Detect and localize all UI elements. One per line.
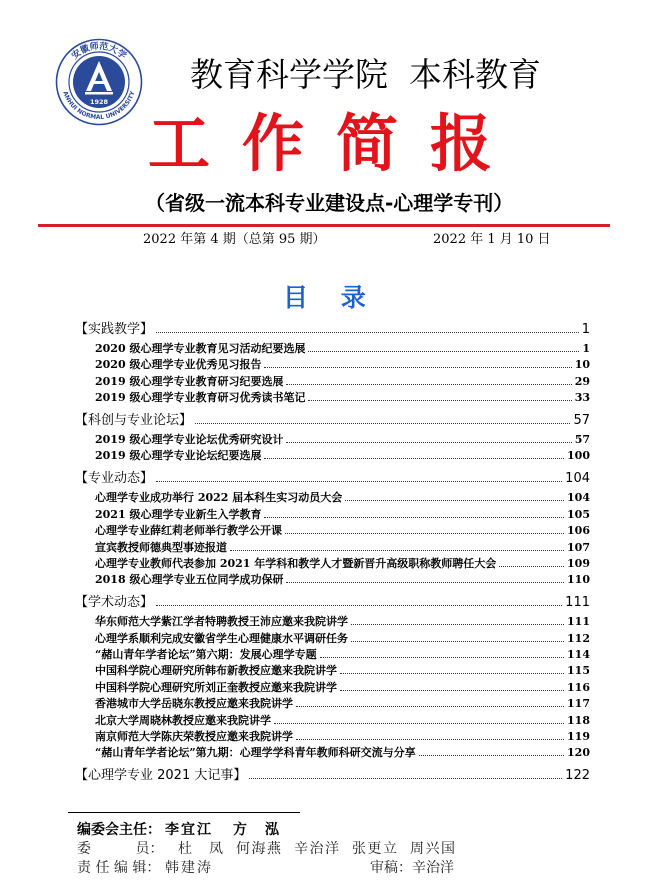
toc-item-entry[interactable]: [75, 490, 590, 506]
member-name: 周兴国: [410, 841, 455, 857]
dot-leader: [340, 673, 564, 674]
member-name: 辛治洋: [294, 841, 339, 857]
toc-item-entry[interactable]: [75, 390, 590, 406]
toc-item-entry[interactable]: [75, 341, 590, 357]
member-name: 张更立: [352, 841, 397, 857]
toc-section-title: 【心理学专业 2021 大记事】: [75, 768, 247, 784]
page-number: 112: [567, 631, 590, 645]
page-number: 122: [565, 768, 590, 784]
page-number: 1: [581, 322, 590, 337]
dot-leader: [345, 500, 564, 501]
toc-item-title: “赭山青年学者论坛”第九期：心理学学科青年教师科研交流与分享: [95, 746, 416, 760]
issue-number: 2022 年第 4 期（总第 95 期）: [143, 232, 326, 247]
page-number: 100: [567, 449, 590, 463]
header-red-rule: [38, 224, 610, 227]
toc-item-entry[interactable]: [75, 448, 590, 464]
page-number: 117: [567, 697, 590, 711]
seal-english-name: ANHUI NORMAL UNIVERSITY: [61, 90, 137, 122]
toc-item-entry[interactable]: [75, 357, 590, 373]
toc-item-title: 北京大学周晓林教授应邀来我院讲学: [95, 713, 271, 727]
toc-item-title: 2020 级心理学专业优秀见习报告: [95, 358, 262, 372]
toc-item-entry[interactable]: [75, 556, 590, 572]
page-number: 107: [567, 540, 590, 554]
page-number: 114: [567, 647, 590, 661]
toc-section-entry[interactable]: [75, 765, 590, 787]
dot-leader: [419, 755, 564, 756]
reviewer-name: 辛治洋: [412, 860, 454, 876]
editor-label: 责 任 编 辑：: [77, 860, 161, 876]
page-number: 111: [567, 615, 590, 629]
members-label: 委 员：: [77, 841, 164, 857]
newsletter-title: 工作简报: [148, 107, 525, 180]
page-number: 118: [567, 713, 590, 727]
seal-year: 1928: [89, 98, 109, 106]
dot-leader: [264, 458, 564, 459]
toc-item-entry[interactable]: [75, 680, 590, 696]
toc-item-title: 2021 级心理学专业新生入学教育: [95, 507, 262, 521]
toc-section-entry[interactable]: [75, 468, 590, 490]
dot-leader: [351, 624, 564, 625]
page-number: 120: [567, 746, 590, 760]
toc-item-title: 2019 级心理学专业论坛优秀研究设计: [95, 433, 284, 447]
dot-leader: [156, 481, 562, 482]
toc-item-entry[interactable]: [75, 572, 590, 588]
seal-chinese-name: 安徽师范大学: [70, 41, 128, 62]
dot-leader: [308, 400, 571, 401]
member-name: 何海燕: [236, 841, 281, 857]
review-line: [370, 859, 454, 877]
toc-item-title: 2018 级心理学专业五位同学成功保研: [95, 573, 284, 587]
toc-item-title: 心理学专业薛红莉老师举行教学公开课: [95, 524, 282, 538]
dot-leader: [285, 533, 564, 534]
editor-name: [165, 859, 211, 877]
toc-section-title: 【实践教学】: [75, 322, 154, 337]
toc-item-title: 华东师范大学紫江学者特聘教授王沛应邀来我院讲学: [95, 615, 348, 629]
university-seal-logo: [55, 38, 143, 126]
page-number: 119: [567, 729, 590, 743]
toc-item-title: 2019 级心理学专业教育研习纪要选展: [95, 374, 284, 388]
page-number: 111: [565, 595, 590, 611]
dot-leader: [308, 351, 579, 352]
dot-leader: [351, 641, 564, 642]
toc-item-title: 香港城市大学岳晓东教授应邀来我院讲学: [95, 697, 293, 711]
dot-leader: [286, 384, 571, 385]
page-number: 106: [567, 524, 590, 538]
issue-date: 2022 年 1 月 10 日: [433, 232, 551, 247]
toc-section-entry[interactable]: [75, 410, 590, 432]
page-number: 109: [567, 556, 590, 570]
toc-section-title: 【科创与专业论坛】: [75, 413, 193, 429]
toc-item-title: 心理学专业成功举行 2022 届本科生实习动员大会: [95, 491, 343, 505]
member-name: 杜 凤: [178, 841, 223, 857]
toc-section-title: 【学术动态】: [75, 595, 154, 611]
page-number: 1: [582, 342, 590, 355]
toc-item-title: 宣宾教授师德典型事迹报道: [95, 540, 227, 554]
toc-item-entry[interactable]: [75, 696, 590, 712]
page-number: 105: [567, 507, 590, 521]
chief-editor-name: 方 泓: [233, 822, 279, 838]
toc-item-entry[interactable]: [75, 663, 590, 679]
chief-editor-label: 编委会主任：: [77, 822, 161, 838]
page-number: 104: [567, 491, 590, 505]
dot-leader: [156, 605, 562, 606]
toc-item-entry[interactable]: [75, 374, 590, 390]
dot-leader: [499, 566, 564, 567]
editor-name-text: 韩建涛: [165, 860, 211, 876]
toc-item-title: 南京师范大学陈庆荣教授应邀来我院讲学: [95, 729, 293, 743]
college-line: 教育科学学院 本科教育: [190, 55, 541, 94]
dot-leader: [340, 690, 564, 691]
newsletter-subtitle: （省级一流本科专业建设点-心理学专刊）: [145, 191, 514, 215]
footer-rule: [68, 812, 300, 813]
toc-section-title: 【专业动态】: [75, 471, 154, 487]
toc-item-title: 心理学系顺利完成安徽省学生心理健康水平调研任务: [95, 631, 348, 645]
review-label: 审稿：: [370, 860, 412, 876]
member-names: [178, 840, 468, 858]
chief-editor-names: [165, 821, 301, 839]
toc-item-entry[interactable]: [75, 540, 590, 556]
dot-leader: [286, 582, 564, 583]
toc-item-title: “赭山青年学者论坛”第六期：发展心理学专题: [95, 647, 317, 661]
toc-section-entry[interactable]: [75, 319, 590, 341]
table-of-contents: [75, 319, 590, 787]
toc-item-title: 中国科学院心理研究所韩布新教授应邀来我院讲学: [95, 664, 337, 678]
page-number: 29: [574, 374, 590, 388]
toc-item-entry[interactable]: [75, 647, 590, 663]
page-number: 104: [565, 471, 590, 487]
toc-section-entry[interactable]: [75, 592, 590, 614]
dot-leader: [296, 706, 564, 707]
toc-item-title: 2020 级心理学专业教育见习活动纪要选展: [95, 342, 306, 355]
dot-leader: [274, 723, 564, 724]
page-number: 57: [573, 413, 590, 429]
dot-leader: [156, 332, 579, 333]
page-number: 57: [574, 433, 590, 447]
toc-item-title: 心理学专业教师代表参加 2021 年学科和教学人才暨新晋升高级职称教师聘任大会: [95, 556, 497, 570]
toc-item-entry[interactable]: [75, 713, 590, 729]
dot-leader: [264, 517, 564, 518]
page-number: 116: [567, 680, 590, 694]
toc-item-entry[interactable]: [75, 745, 590, 761]
dot-leader: [249, 778, 562, 779]
toc-item-title: 2019 级心理学专业论坛纪要选展: [95, 449, 262, 463]
chief-editor-name: 李宜江: [165, 822, 211, 838]
dot-leader: [320, 657, 564, 658]
page-number: 33: [574, 391, 590, 405]
page-number: 115: [567, 664, 590, 678]
toc-heading: 目 录: [283, 283, 378, 312]
dot-leader: [230, 550, 564, 551]
toc-item-entry[interactable]: [75, 614, 590, 630]
toc-item-title: 中国科学院心理研究所刘正奎教授应邀来我院讲学: [95, 680, 337, 694]
dot-leader: [195, 423, 570, 424]
page-number: 10: [574, 358, 590, 372]
toc-item-entry[interactable]: [75, 507, 590, 523]
dot-leader: [264, 367, 571, 368]
dot-leader: [296, 739, 564, 740]
page-number: 110: [567, 573, 590, 587]
toc-item-title: 2019 级心理学专业教育研习优秀读书笔记: [95, 391, 306, 405]
toc-item-entry[interactable]: [75, 523, 590, 539]
dot-leader: [286, 442, 571, 443]
toc-item-entry[interactable]: [75, 631, 590, 647]
toc-item-entry[interactable]: [75, 432, 590, 448]
toc-item-entry[interactable]: [75, 729, 590, 745]
